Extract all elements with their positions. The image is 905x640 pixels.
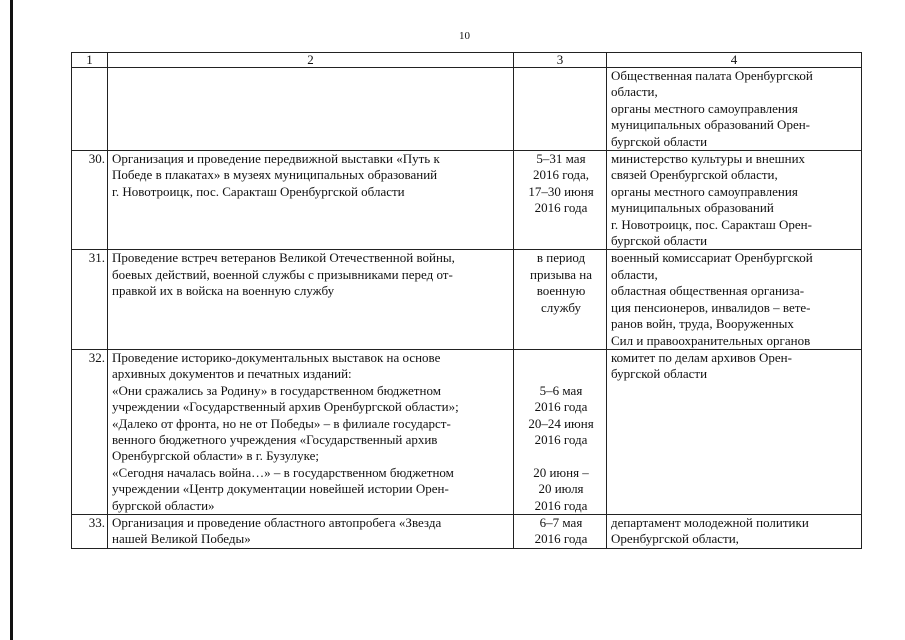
table-row	[72, 349, 862, 514]
event-line: Организация и проведение областного автопробега «Звезда	[112, 514, 442, 530]
date-cell	[514, 68, 607, 151]
date-line: 2016 года	[534, 531, 588, 547]
responsible-line: муниципальных образований	[611, 200, 774, 216]
column-header-2: 2	[108, 53, 514, 68]
responsible-line: департамент молодежной политики	[611, 514, 809, 530]
table-row	[72, 250, 862, 349]
responsible-line: области,	[611, 266, 658, 282]
event-line: боевых действий, военной службы с призывниками перед от-	[112, 266, 453, 282]
date-line: военную	[536, 283, 586, 299]
date-line	[518, 448, 604, 464]
date-cell	[514, 349, 607, 514]
page-number: 10	[459, 30, 470, 42]
responsible-line: ранов войн, труда, Вооруженных	[611, 316, 794, 332]
event-line: Победе в плакатах» в музеях муниципальных образований	[112, 167, 438, 183]
table-row	[72, 151, 862, 250]
date-line: 6–7 мая	[539, 514, 583, 530]
column-header-3: 3	[514, 53, 607, 68]
event-line: венного бюджетного учреждения «Государственный архив	[112, 431, 438, 447]
responsible-line: Оренбургской области,	[611, 531, 739, 547]
event-line: учреждении «Центр документации новейшей истории Орен-	[112, 481, 449, 497]
date-line: 20 июня –	[533, 464, 589, 480]
date-line	[518, 366, 604, 382]
event-plan-table	[71, 52, 862, 549]
date-line: 20–24 июня	[528, 415, 594, 431]
event-line: «Далеко от фронта, но не от Победы» – в филиале государст-	[112, 415, 451, 431]
event-line: «Они сражались за Родину» в государственном бюджетном	[112, 382, 441, 398]
event-line: Оренбургской области» в г. Бузулуке;	[112, 448, 319, 464]
row-number-cell: 33.	[72, 514, 108, 548]
event-cell	[108, 151, 514, 250]
event-line: г. Новотроицк, пос. Саракташ Оренбургской области	[112, 183, 405, 199]
event-line: учреждении «Государственный архив Оренбургской области»;	[112, 399, 459, 415]
responsible-line: г. Новотроицк, пос. Саракташ Орен-	[611, 216, 812, 232]
event-line: Организация и проведение передвижной выставки «Путь к	[112, 151, 440, 167]
date-line: 2016 года	[534, 200, 588, 216]
date-line: 2016 года	[534, 497, 588, 513]
row-number-cell: 30.	[72, 151, 108, 250]
date-line: 2016 года	[534, 431, 588, 447]
row-number-cell: 31.	[72, 250, 108, 349]
responsible-line: бургской области	[611, 233, 708, 249]
event-line: Проведение историко-документальных выставок на основе	[112, 349, 441, 365]
date-line: 2016 года	[534, 399, 588, 415]
table-body	[72, 53, 862, 549]
date-line: 17–30 июня	[528, 183, 594, 199]
responsible-cell	[607, 514, 862, 548]
column-header-4: 4	[607, 53, 862, 68]
date-line: 2016 года,	[532, 167, 590, 183]
date-line: службу	[540, 299, 581, 315]
date-cell	[514, 514, 607, 548]
responsible-line: органы местного самоуправления	[611, 100, 798, 116]
responsible-line: областная общественная организа-	[611, 283, 805, 299]
responsible-line: бургской области	[611, 133, 708, 149]
column-header-1: 1	[72, 53, 108, 68]
responsible-line: связей Оренбургской области,	[611, 167, 778, 183]
column-numbers-row	[72, 53, 862, 68]
date-line: в период	[536, 250, 586, 266]
row-number-cell	[72, 68, 108, 151]
table-row	[72, 68, 862, 151]
event-line: архивных документов и печатных изданий:	[112, 366, 352, 382]
responsible-line: области,	[611, 84, 658, 100]
row-number-cell: 32.	[72, 349, 108, 514]
table-row	[72, 514, 862, 548]
event-cell	[108, 250, 514, 349]
responsible-line: муниципальных образований Орен-	[611, 117, 810, 133]
responsible-cell	[607, 151, 862, 250]
responsible-line: военный комиссариат Оренбургской	[611, 250, 813, 266]
responsible-line: бургской области	[611, 366, 708, 382]
date-cell	[514, 250, 607, 349]
responsible-line: ция пенсионеров, инвалидов – вете-	[611, 299, 811, 315]
event-line: нашей Великой Победы»	[112, 531, 251, 547]
event-line: Проведение встреч ветеранов Великой Отечественной войны,	[112, 250, 455, 266]
date-line: 5–6 мая	[539, 382, 583, 398]
date-cell	[514, 151, 607, 250]
responsible-cell	[607, 68, 862, 151]
date-line: призыва на	[530, 266, 592, 282]
event-cell	[108, 68, 514, 151]
event-line: правкой их в войска на военную службу	[112, 283, 335, 299]
event-line: «Сегодня началась война…» – в государственном бюджетном	[112, 464, 454, 480]
responsible-line: комитет по делам архивов Орен-	[611, 349, 792, 365]
page-left-edge	[10, 0, 13, 640]
responsible-cell	[607, 349, 862, 514]
event-cell	[108, 349, 514, 514]
date-line: 5–31 мая	[536, 151, 586, 167]
responsible-line: Сил и правоохранительных органов	[611, 332, 811, 348]
responsible-cell	[607, 250, 862, 349]
responsible-line: органы местного самоуправления	[611, 183, 798, 199]
date-line	[518, 350, 604, 366]
event-line: бургской области»	[112, 497, 215, 513]
responsible-line: министерство культуры и внешних	[611, 151, 806, 167]
event-cell	[108, 514, 514, 548]
date-line: 20 июля	[538, 481, 584, 497]
responsible-line: Общественная палата Оренбургской	[611, 68, 813, 83]
